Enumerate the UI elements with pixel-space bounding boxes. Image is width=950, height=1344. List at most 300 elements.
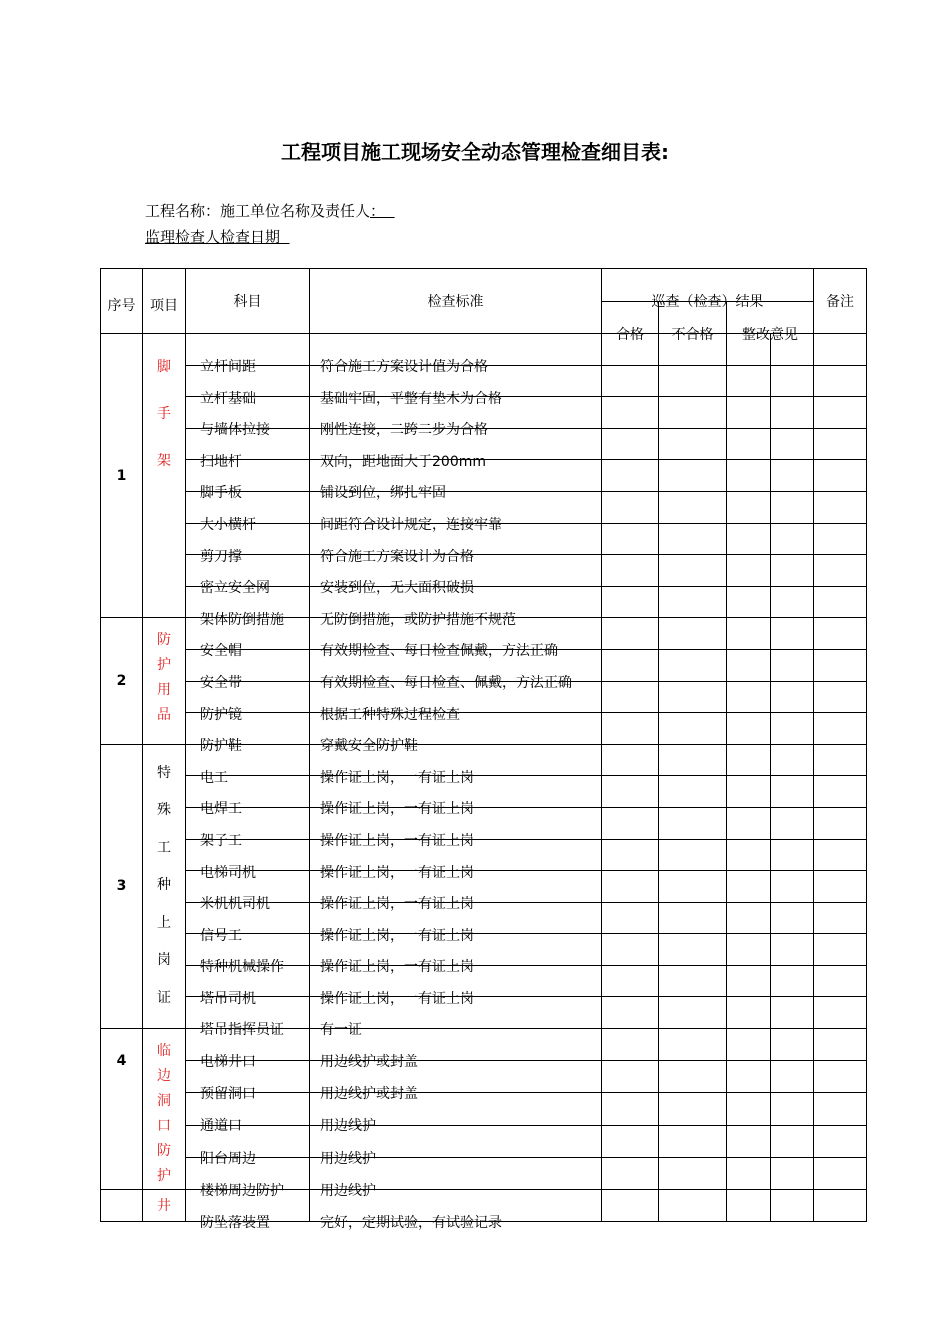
subject-text: 通道口: [200, 1118, 242, 1135]
subject-cell: [186, 1061, 310, 1103]
standard-cell: [310, 744, 602, 786]
subject-text: 脚手板: [200, 485, 242, 502]
fail-cell[interactable]: [659, 807, 727, 839]
subject-cell: [186, 807, 310, 849]
standard-cell: [310, 334, 602, 375]
subject-text: 防坠落装置: [200, 1215, 270, 1232]
rectify-cell-b[interactable]: [771, 397, 814, 429]
standard-text: 无防倒措施，或防护措施不规范: [320, 611, 516, 628]
header-standard: 检查标准: [310, 269, 602, 334]
standard-text: 刚性连接，二跨二步为合格: [320, 422, 488, 439]
inspector-date-line: [145, 226, 290, 247]
rectify-cell-a[interactable]: [727, 428, 771, 460]
subject-text: 预留洞口: [200, 1086, 256, 1103]
section-category-text: 特殊工种上岗证: [157, 764, 171, 1006]
table-row: [101, 807, 867, 839]
standard-text: 间距符合设计规定，连接牢靠: [320, 516, 502, 533]
rectify-cell-a[interactable]: [727, 1157, 771, 1189]
rectify-cell-a[interactable]: [727, 997, 771, 1029]
responsible-colon: ：: [370, 202, 386, 220]
subject-cell: [186, 934, 310, 976]
section-seq: 1: [101, 334, 143, 618]
pass-cell[interactable]: [602, 460, 659, 492]
subject-text: 安全帽: [200, 643, 242, 660]
remark-cell[interactable]: [814, 965, 867, 997]
rectify-cell-b[interactable]: [771, 428, 814, 460]
remark-cell[interactable]: [814, 428, 867, 460]
standard-cell: [310, 460, 602, 502]
table-row: [101, 681, 867, 713]
standard-cell: [310, 649, 602, 691]
standard-text: 用边线护: [320, 1118, 376, 1135]
rectify-cell-b[interactable]: [771, 523, 814, 555]
remark-cell[interactable]: [814, 460, 867, 492]
standard-cell: [310, 523, 602, 565]
subject-cell: [186, 491, 310, 533]
remark-cell[interactable]: [814, 776, 867, 808]
subject-cell: [186, 555, 310, 597]
remark-cell[interactable]: [814, 839, 867, 871]
standard-text: 用边线护: [320, 1150, 376, 1167]
subject-cell: [186, 460, 310, 502]
table-row: [101, 365, 867, 397]
standard-cell: [310, 1125, 602, 1167]
fail-cell[interactable]: [659, 460, 727, 492]
standard-cell: [310, 934, 602, 976]
standard-text: 完好，定期试验，有试验记录: [320, 1215, 502, 1232]
pass-cell[interactable]: [602, 1093, 659, 1125]
table-row: [101, 1061, 867, 1093]
rectify-cell-b[interactable]: [771, 555, 814, 587]
rectify-cell-b[interactable]: [771, 807, 814, 839]
standard-text: 铺设到位，绑扎牢固: [320, 485, 446, 502]
table-row: [101, 460, 867, 492]
section-category: [143, 1190, 186, 1222]
table-row: [101, 713, 867, 745]
remark-cell[interactable]: [814, 397, 867, 429]
remark-cell[interactable]: [814, 618, 867, 650]
pass-cell[interactable]: [602, 744, 659, 776]
header-subject: 科目: [186, 269, 310, 334]
subject-cell: [186, 902, 310, 944]
fail-cell[interactable]: [659, 1190, 727, 1222]
subject-cell: [186, 713, 310, 755]
pass-cell[interactable]: [602, 965, 659, 997]
rectify-cell-b[interactable]: [771, 997, 814, 1029]
rectify-cell-a[interactable]: [727, 965, 771, 997]
pass-cell[interactable]: [602, 839, 659, 871]
rectify-cell-a[interactable]: [727, 713, 771, 745]
subject-text: 信号工: [200, 927, 242, 944]
pass-cell[interactable]: [602, 871, 659, 903]
rectify-cell-b[interactable]: [771, 1125, 814, 1157]
pass-cell[interactable]: [602, 618, 659, 650]
pass-cell[interactable]: [602, 776, 659, 808]
pass-cell[interactable]: [602, 428, 659, 460]
rectify-cell-b[interactable]: [771, 681, 814, 713]
rectify-cell-b[interactable]: [771, 744, 814, 776]
remark-cell[interactable]: [814, 649, 867, 681]
remark-cell[interactable]: [814, 586, 867, 618]
standard-text: 穿戴安全防护鞋: [320, 738, 418, 755]
fail-cell[interactable]: [659, 365, 727, 397]
standard-text: 操作证上岗，一有证上岗: [320, 832, 474, 849]
header-remark: 备注: [814, 269, 867, 334]
subject-text: 电工: [200, 769, 228, 786]
rectify-cell-a[interactable]: [727, 460, 771, 492]
pass-cell[interactable]: [602, 713, 659, 745]
header-seq: 序号: [101, 269, 143, 334]
subject-cell: [186, 681, 310, 723]
rectify-cell-b[interactable]: [771, 1061, 814, 1093]
subject-cell: [186, 871, 310, 913]
rectify-cell-b[interactable]: [771, 871, 814, 903]
project-info-line: [145, 200, 395, 221]
rectify-cell-b[interactable]: [771, 618, 814, 650]
subject-cell: [186, 839, 310, 881]
section-category: [143, 334, 186, 618]
rectify-cell-b[interactable]: [771, 839, 814, 871]
standard-text: 用边线护: [320, 1182, 376, 1199]
fail-cell[interactable]: [659, 428, 727, 460]
pass-cell[interactable]: [602, 1190, 659, 1222]
rectify-cell-b[interactable]: [771, 491, 814, 523]
subject-text: 架体防倒措施: [200, 611, 284, 628]
pass-cell[interactable]: [602, 491, 659, 523]
standard-cell: [310, 555, 602, 597]
rectify-cell-a[interactable]: [727, 649, 771, 681]
remark-cell[interactable]: [814, 555, 867, 587]
rectify-cell-b[interactable]: [771, 965, 814, 997]
rectify-cell-a[interactable]: [727, 839, 771, 871]
fail-cell[interactable]: [659, 965, 727, 997]
section-category-text: 防护用品: [157, 632, 171, 724]
rectify-cell-a[interactable]: [727, 618, 771, 650]
remark-cell[interactable]: [814, 1061, 867, 1093]
rectify-cell-b[interactable]: [771, 460, 814, 492]
standard-text: 有效期检查、每日检查、佩戴，方法正确: [320, 674, 572, 691]
standard-cell: [310, 1029, 602, 1071]
section-category-text: 井: [157, 1198, 171, 1215]
remark-cell[interactable]: [814, 1190, 867, 1222]
fail-cell[interactable]: [659, 902, 727, 934]
table-row: [101, 586, 867, 618]
fail-cell[interactable]: [659, 997, 727, 1029]
standard-cell: [310, 807, 602, 849]
standard-text: 符合施工方案设计值为合格: [320, 359, 488, 375]
pass-cell[interactable]: [602, 586, 659, 618]
table-row: [101, 1125, 867, 1157]
standard-cell: [310, 397, 602, 439]
rectify-cell-a[interactable]: [727, 744, 771, 776]
rectify-cell-a[interactable]: [727, 365, 771, 397]
inspector-date-label: 监理检查人检查日期: [145, 228, 281, 246]
rectify-cell-b[interactable]: [771, 649, 814, 681]
remark-cell[interactable]: [814, 365, 867, 397]
fail-cell[interactable]: [659, 1093, 727, 1125]
pass-cell[interactable]: [602, 397, 659, 429]
rectify-cell-a[interactable]: [727, 681, 771, 713]
table-row: [101, 965, 867, 997]
rectify-cell-b[interactable]: [771, 365, 814, 397]
rectify-cell-b[interactable]: [771, 1190, 814, 1222]
section-category-text: 脚手架: [157, 359, 171, 469]
pass-cell[interactable]: [602, 1029, 659, 1061]
remark-cell[interactable]: [814, 491, 867, 523]
rectify-cell-b[interactable]: [771, 902, 814, 934]
standard-text: 有效期检查、每日检查佩戴，方法正确: [320, 643, 558, 660]
rectify-cell-a[interactable]: [727, 586, 771, 618]
subject-cell: [186, 334, 310, 375]
rectify-cell-a[interactable]: [727, 934, 771, 966]
remark-cell[interactable]: [814, 997, 867, 1029]
subject-text: 电焊工: [200, 801, 242, 818]
subject-cell: [186, 618, 310, 660]
subject-cell: [186, 428, 310, 470]
remark-cell[interactable]: [814, 902, 867, 934]
rectify-cell-b[interactable]: [771, 586, 814, 618]
subject-cell: [186, 1190, 310, 1232]
subject-text: 楼梯周边防护: [200, 1182, 284, 1199]
rectify-cell-a[interactable]: [727, 523, 771, 555]
table-row: [101, 618, 867, 650]
fail-cell[interactable]: [659, 1029, 727, 1061]
fail-cell[interactable]: [659, 586, 727, 618]
table-row: [101, 871, 867, 903]
standard-text: 用边线护或封盖: [320, 1054, 418, 1071]
standard-cell: [310, 871, 602, 913]
table-row: [101, 744, 867, 776]
table-row: [101, 902, 867, 934]
rectify-cell-a[interactable]: [727, 1029, 771, 1061]
rectify-cell-a[interactable]: [727, 1190, 771, 1222]
pass-cell[interactable]: [602, 649, 659, 681]
standard-text: 根据工种特殊过程检查: [320, 706, 460, 723]
header-row-1: [101, 269, 867, 302]
subject-cell: [186, 523, 310, 565]
rectify-cell-a[interactable]: [727, 776, 771, 808]
pass-cell[interactable]: [602, 1061, 659, 1093]
subject-cell: [186, 1125, 310, 1167]
standard-cell: [310, 713, 602, 755]
table-row: [101, 839, 867, 871]
fail-cell[interactable]: [659, 649, 727, 681]
rectify-cell-a[interactable]: [727, 1093, 771, 1125]
remark-cell[interactable]: [814, 807, 867, 839]
standard-text: 操作证上岗，一有证上岗: [320, 896, 474, 913]
rectify-cell-a[interactable]: [727, 555, 771, 587]
header-result-group: 巡查（检查）结果: [602, 269, 814, 302]
table-row: [101, 491, 867, 523]
subject-text: 扫地杆: [200, 453, 242, 470]
fail-cell[interactable]: [659, 839, 727, 871]
rectify-cell-a[interactable]: [727, 871, 771, 903]
subject-cell: [186, 365, 310, 407]
header-fail: 不合格: [659, 302, 727, 334]
subject-cell: [186, 586, 310, 628]
subject-text: 立杆基础: [200, 390, 256, 407]
pass-cell[interactable]: [602, 934, 659, 966]
fail-cell[interactable]: [659, 1157, 727, 1189]
standard-text: 符合施工方案设计为合格: [320, 548, 474, 565]
table-row: [101, 1157, 867, 1189]
subject-cell: [186, 776, 310, 818]
section-category: [143, 744, 186, 1028]
page-title: 工程项目施工现场安全动态管理检查细目表:: [281, 140, 669, 164]
rectify-cell-b[interactable]: [771, 1029, 814, 1061]
remark-cell[interactable]: [814, 1157, 867, 1189]
remark-cell[interactable]: [814, 334, 867, 366]
section-seq: 4: [101, 1029, 143, 1190]
pass-cell[interactable]: [602, 902, 659, 934]
remark-cell[interactable]: [814, 1029, 867, 1061]
table-row: [101, 934, 867, 966]
subject-text: 米机机司机: [200, 896, 270, 913]
subject-cell: [186, 649, 310, 691]
standard-text: 操作证上岗，一有证上岗: [320, 801, 474, 818]
fail-cell[interactable]: [659, 681, 727, 713]
standard-cell: [310, 965, 602, 1007]
remark-cell[interactable]: [814, 523, 867, 555]
remark-cell[interactable]: [814, 713, 867, 745]
subject-text: 阳台周边: [200, 1150, 256, 1167]
rectify-cell-a[interactable]: [727, 397, 771, 429]
section-category-text: 临边洞口防护: [157, 1043, 171, 1185]
subject-text: 架子工: [200, 832, 242, 849]
fail-cell[interactable]: [659, 618, 727, 650]
subject-text: 剪刀撑: [200, 548, 242, 565]
table-row: [101, 1093, 867, 1125]
responsible-blank: [385, 202, 395, 220]
pass-cell[interactable]: [602, 523, 659, 555]
subject-text: 密立安全网: [200, 580, 270, 597]
standard-cell: [310, 839, 602, 881]
subject-text: 塔吊司机: [200, 990, 256, 1007]
fail-cell[interactable]: [659, 744, 727, 776]
remark-cell[interactable]: [814, 1093, 867, 1125]
pass-cell[interactable]: [602, 1157, 659, 1189]
table-row: [101, 555, 867, 587]
standard-text: 操作证上岗，一有证上岗: [320, 959, 474, 976]
fail-cell[interactable]: [659, 871, 727, 903]
table-row: [101, 649, 867, 681]
subject-text: 与墙体拉接: [200, 422, 270, 439]
subject-cell: [186, 1157, 310, 1199]
standard-text: 双向，距地面大于200mm: [320, 453, 486, 470]
fail-cell[interactable]: [659, 776, 727, 808]
standard-text: 用边线护或封盖: [320, 1086, 418, 1103]
table-row: [101, 428, 867, 460]
subject-cell: [186, 397, 310, 439]
standard-cell: [310, 681, 602, 723]
subject-text: 立杆间距: [200, 359, 256, 375]
subject-text: 防护镜: [200, 706, 242, 723]
standard-text: 操作证上岗，一有证上岗: [320, 864, 474, 881]
subject-text: 防护鞋: [200, 738, 242, 755]
subject-cell: [186, 1093, 310, 1135]
subject-cell: [186, 997, 310, 1039]
standard-text: 有一证: [320, 1022, 362, 1039]
table-row: [101, 523, 867, 555]
header-rectify: 整改意见: [727, 302, 814, 334]
pass-cell[interactable]: [602, 997, 659, 1029]
section-seq: [101, 1190, 143, 1222]
section-seq: 2: [101, 618, 143, 744]
subject-text: 电梯司机: [200, 864, 256, 881]
fail-cell[interactable]: [659, 713, 727, 745]
standard-text: 安装到位，无大面积破损: [320, 580, 474, 597]
standard-text: 操作证上岗，一有证上岗: [320, 927, 474, 944]
remark-cell[interactable]: [814, 744, 867, 776]
subject-text: 塔吊指挥员证: [200, 1022, 284, 1039]
rectify-cell-a[interactable]: [727, 491, 771, 523]
table-row: [101, 776, 867, 808]
subject-cell: [186, 1029, 310, 1071]
rectify-cell-a[interactable]: [727, 1061, 771, 1093]
section-seq: 3: [101, 744, 143, 1028]
fail-cell[interactable]: [659, 1061, 727, 1093]
remark-cell[interactable]: [814, 934, 867, 966]
fail-cell[interactable]: [659, 934, 727, 966]
standard-cell: [310, 1093, 602, 1135]
fail-cell[interactable]: [659, 555, 727, 587]
section-category: [143, 618, 186, 744]
table-row: [101, 397, 867, 429]
rectify-cell-a[interactable]: [727, 807, 771, 839]
rectify-cell-b[interactable]: [771, 776, 814, 808]
standard-cell: [310, 618, 602, 660]
subject-text: 大小横杆: [200, 516, 256, 533]
header-item: 项目: [143, 269, 186, 334]
pass-cell[interactable]: [602, 807, 659, 839]
pass-cell[interactable]: [602, 365, 659, 397]
remark-cell[interactable]: [814, 1125, 867, 1157]
remark-cell[interactable]: [814, 681, 867, 713]
standard-cell: [310, 776, 602, 818]
fail-cell[interactable]: [659, 523, 727, 555]
subject-text: 电梯井口: [200, 1054, 256, 1071]
header-pass: 合格: [602, 302, 659, 334]
subject-cell: [186, 744, 310, 786]
rectify-cell-a[interactable]: [727, 902, 771, 934]
subject-cell: [186, 965, 310, 1007]
fail-cell[interactable]: [659, 1125, 727, 1157]
rectify-cell-b[interactable]: [771, 713, 814, 745]
pass-cell[interactable]: [602, 1125, 659, 1157]
rectify-cell-a[interactable]: [727, 1125, 771, 1157]
fail-cell[interactable]: [659, 491, 727, 523]
table-row: [101, 1190, 867, 1222]
standard-cell: [310, 428, 602, 470]
subject-text: 安全带: [200, 674, 242, 691]
standard-text: 操作证上岗，一有证上岗: [320, 990, 474, 1007]
standard-cell: [310, 1190, 602, 1232]
standard-cell: [310, 997, 602, 1039]
pass-cell[interactable]: [602, 555, 659, 587]
rectify-cell-b[interactable]: [771, 1093, 814, 1125]
rectify-cell-b[interactable]: [771, 934, 814, 966]
table-row: [101, 1029, 867, 1061]
rectify-cell-b[interactable]: [771, 1157, 814, 1189]
fail-cell[interactable]: [659, 397, 727, 429]
remark-cell[interactable]: [814, 871, 867, 903]
pass-cell[interactable]: [602, 681, 659, 713]
standard-cell: [310, 491, 602, 533]
standard-cell: [310, 365, 602, 407]
standard-cell: [310, 902, 602, 944]
project-name-label: 工程名称：施工单位名称及责任人: [145, 202, 371, 220]
standard-text: 基础牢固，平整有垫木为合格: [320, 390, 502, 407]
